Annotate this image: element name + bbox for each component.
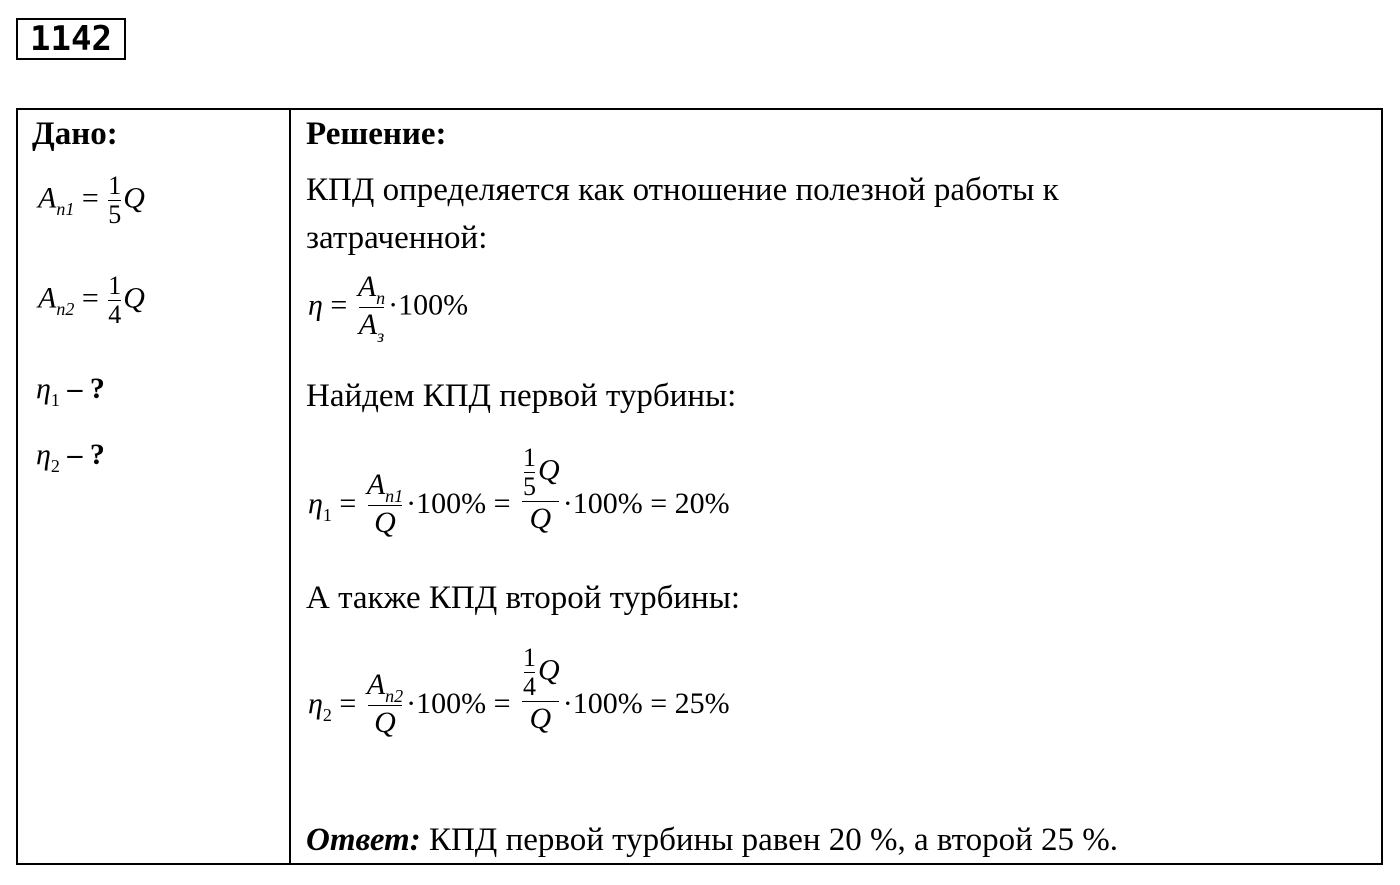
solution-text-4: А также КПД второй турбины:: [306, 580, 741, 616]
given-a2: $A_{п2}$ = $\frac{1}{4}$ Q: [38, 271, 145, 329]
solution-text-2: затраченной:: [306, 220, 488, 256]
answer-line: [306, 822, 1118, 859]
given-a1: $A_{п1}$ = $\frac{1}{5}$ Q: [38, 171, 145, 229]
solution-text-3: Найдем КПД первой турбины:: [306, 378, 737, 414]
answer-text: КПД первой турбины равен 20 %, а второй 25 %.: [420, 822, 1119, 858]
answer-label: Ответ:: [306, 822, 421, 858]
formula-eta1: $\eta_1$ = $\frac{A_{п1}}{Q}$ ·100% = $\frac{1}{5}$ Q Q ·100% = 20%: [308, 443, 730, 539]
problem-number: 1142: [16, 18, 126, 60]
solution-heading: Решение:: [306, 116, 447, 152]
given-eta2: $\eta_2$ – ?: [36, 438, 105, 476]
formula-eta2: $\eta_2$ = $\frac{A_{п2}}{Q}$ ·100% = $\frac{1}{4}$ Q Q ·100% = 25%: [308, 643, 730, 739]
column-divider: [289, 110, 291, 863]
solution-text-1: КПД определяется как отношение полезной работы к: [306, 172, 1059, 208]
given-eta1: $\eta_1$ – ?: [36, 372, 105, 410]
efficiency-formula: η = $\frac{A_п}{A_з}$ ·100%: [308, 270, 469, 346]
solution-table: [16, 108, 1383, 865]
given-heading: Дано:: [32, 116, 118, 152]
